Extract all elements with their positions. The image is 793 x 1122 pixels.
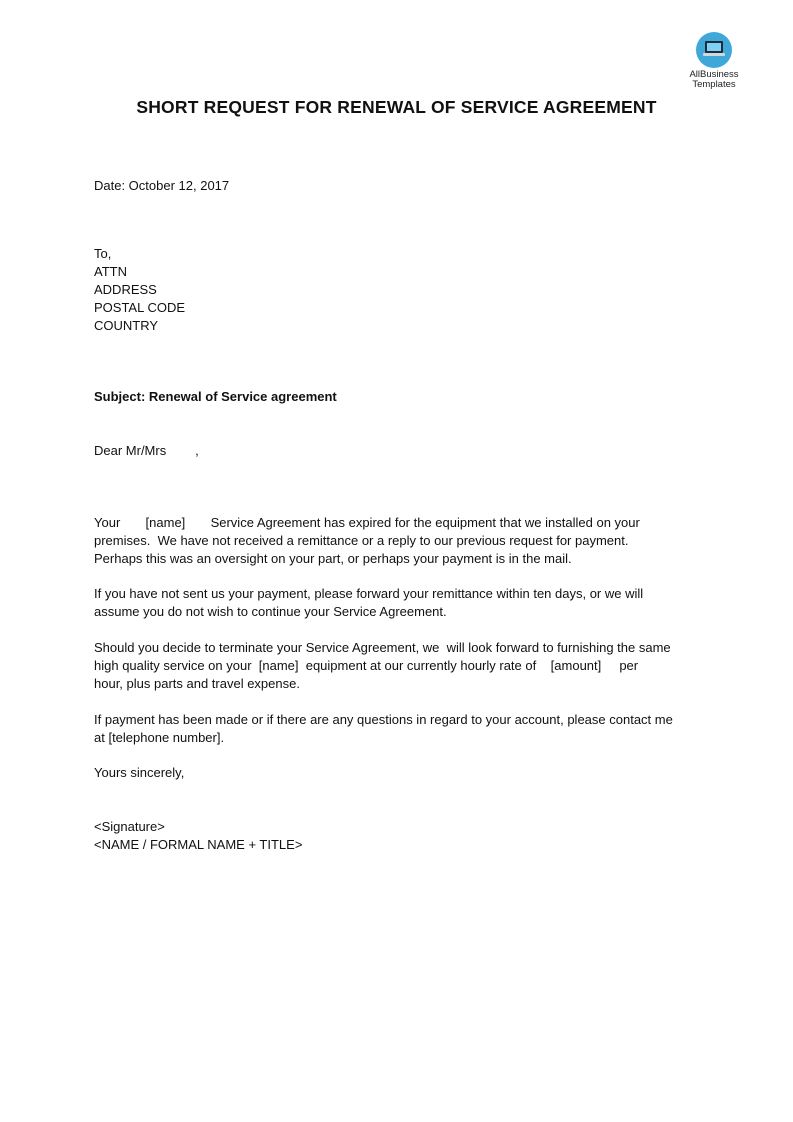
name-title-placeholder: <NAME / FORMAL NAME + TITLE> (94, 837, 303, 852)
paragraph-expired (94, 514, 704, 568)
address-country: COUNTRY (94, 318, 159, 333)
logo-text: AllBusiness Templates (689, 69, 739, 90)
paragraph-line: at [telephone number]. (94, 730, 225, 745)
paragraph-line: premises. We have not received a remittance or a reply to our previous request for payment. (94, 533, 629, 548)
subject-line: Subject: Renewal of Service agreement (94, 389, 337, 404)
paragraph-line: If payment has been made or if there are any questions in regard to your account, please contact me (94, 712, 673, 727)
paragraph-remittance (94, 585, 704, 621)
paragraph-line: Should you decide to terminate your Service Agreement, we will look forward to furnishing the same (94, 640, 671, 655)
closing: Yours sincerely, (94, 765, 185, 780)
paragraph-line: Perhaps this was an oversight on your part, or perhaps your payment is in the mail. (94, 551, 572, 566)
address-postal-code: POSTAL CODE (94, 300, 186, 315)
document-title: SHORT REQUEST FOR RENEWAL OF SERVICE AGREEMENT (136, 97, 657, 117)
signature-placeholder: <Signature> (94, 819, 165, 834)
paragraph-terminate (94, 639, 704, 693)
paragraph-line: If you have not sent us your payment, please forward your remittance within ten days, or we will (94, 586, 644, 601)
paragraph-contact (94, 711, 704, 747)
date-line: Date: October 12, 2017 (94, 178, 230, 193)
laptop-icon (702, 39, 726, 59)
paragraph-line: hour, plus parts and travel expense. (94, 676, 300, 691)
logo-badge (696, 32, 732, 68)
address-to: To, (94, 246, 112, 261)
paragraph-line: assume you do not wish to continue your Service Agreement. (94, 604, 447, 619)
address-street: ADDRESS (94, 282, 157, 297)
allbusiness-templates-logo (682, 32, 746, 89)
paragraph-line: Your [name] Service Agreement has expired for the equipment that we installed on your (94, 515, 640, 530)
salutation: Dear Mr/Mrs , (94, 443, 199, 458)
address-attn: ATTN (94, 264, 127, 279)
paragraph-line: high quality service on your [name] equipment at our currently hourly rate of [amount] per (94, 658, 639, 673)
